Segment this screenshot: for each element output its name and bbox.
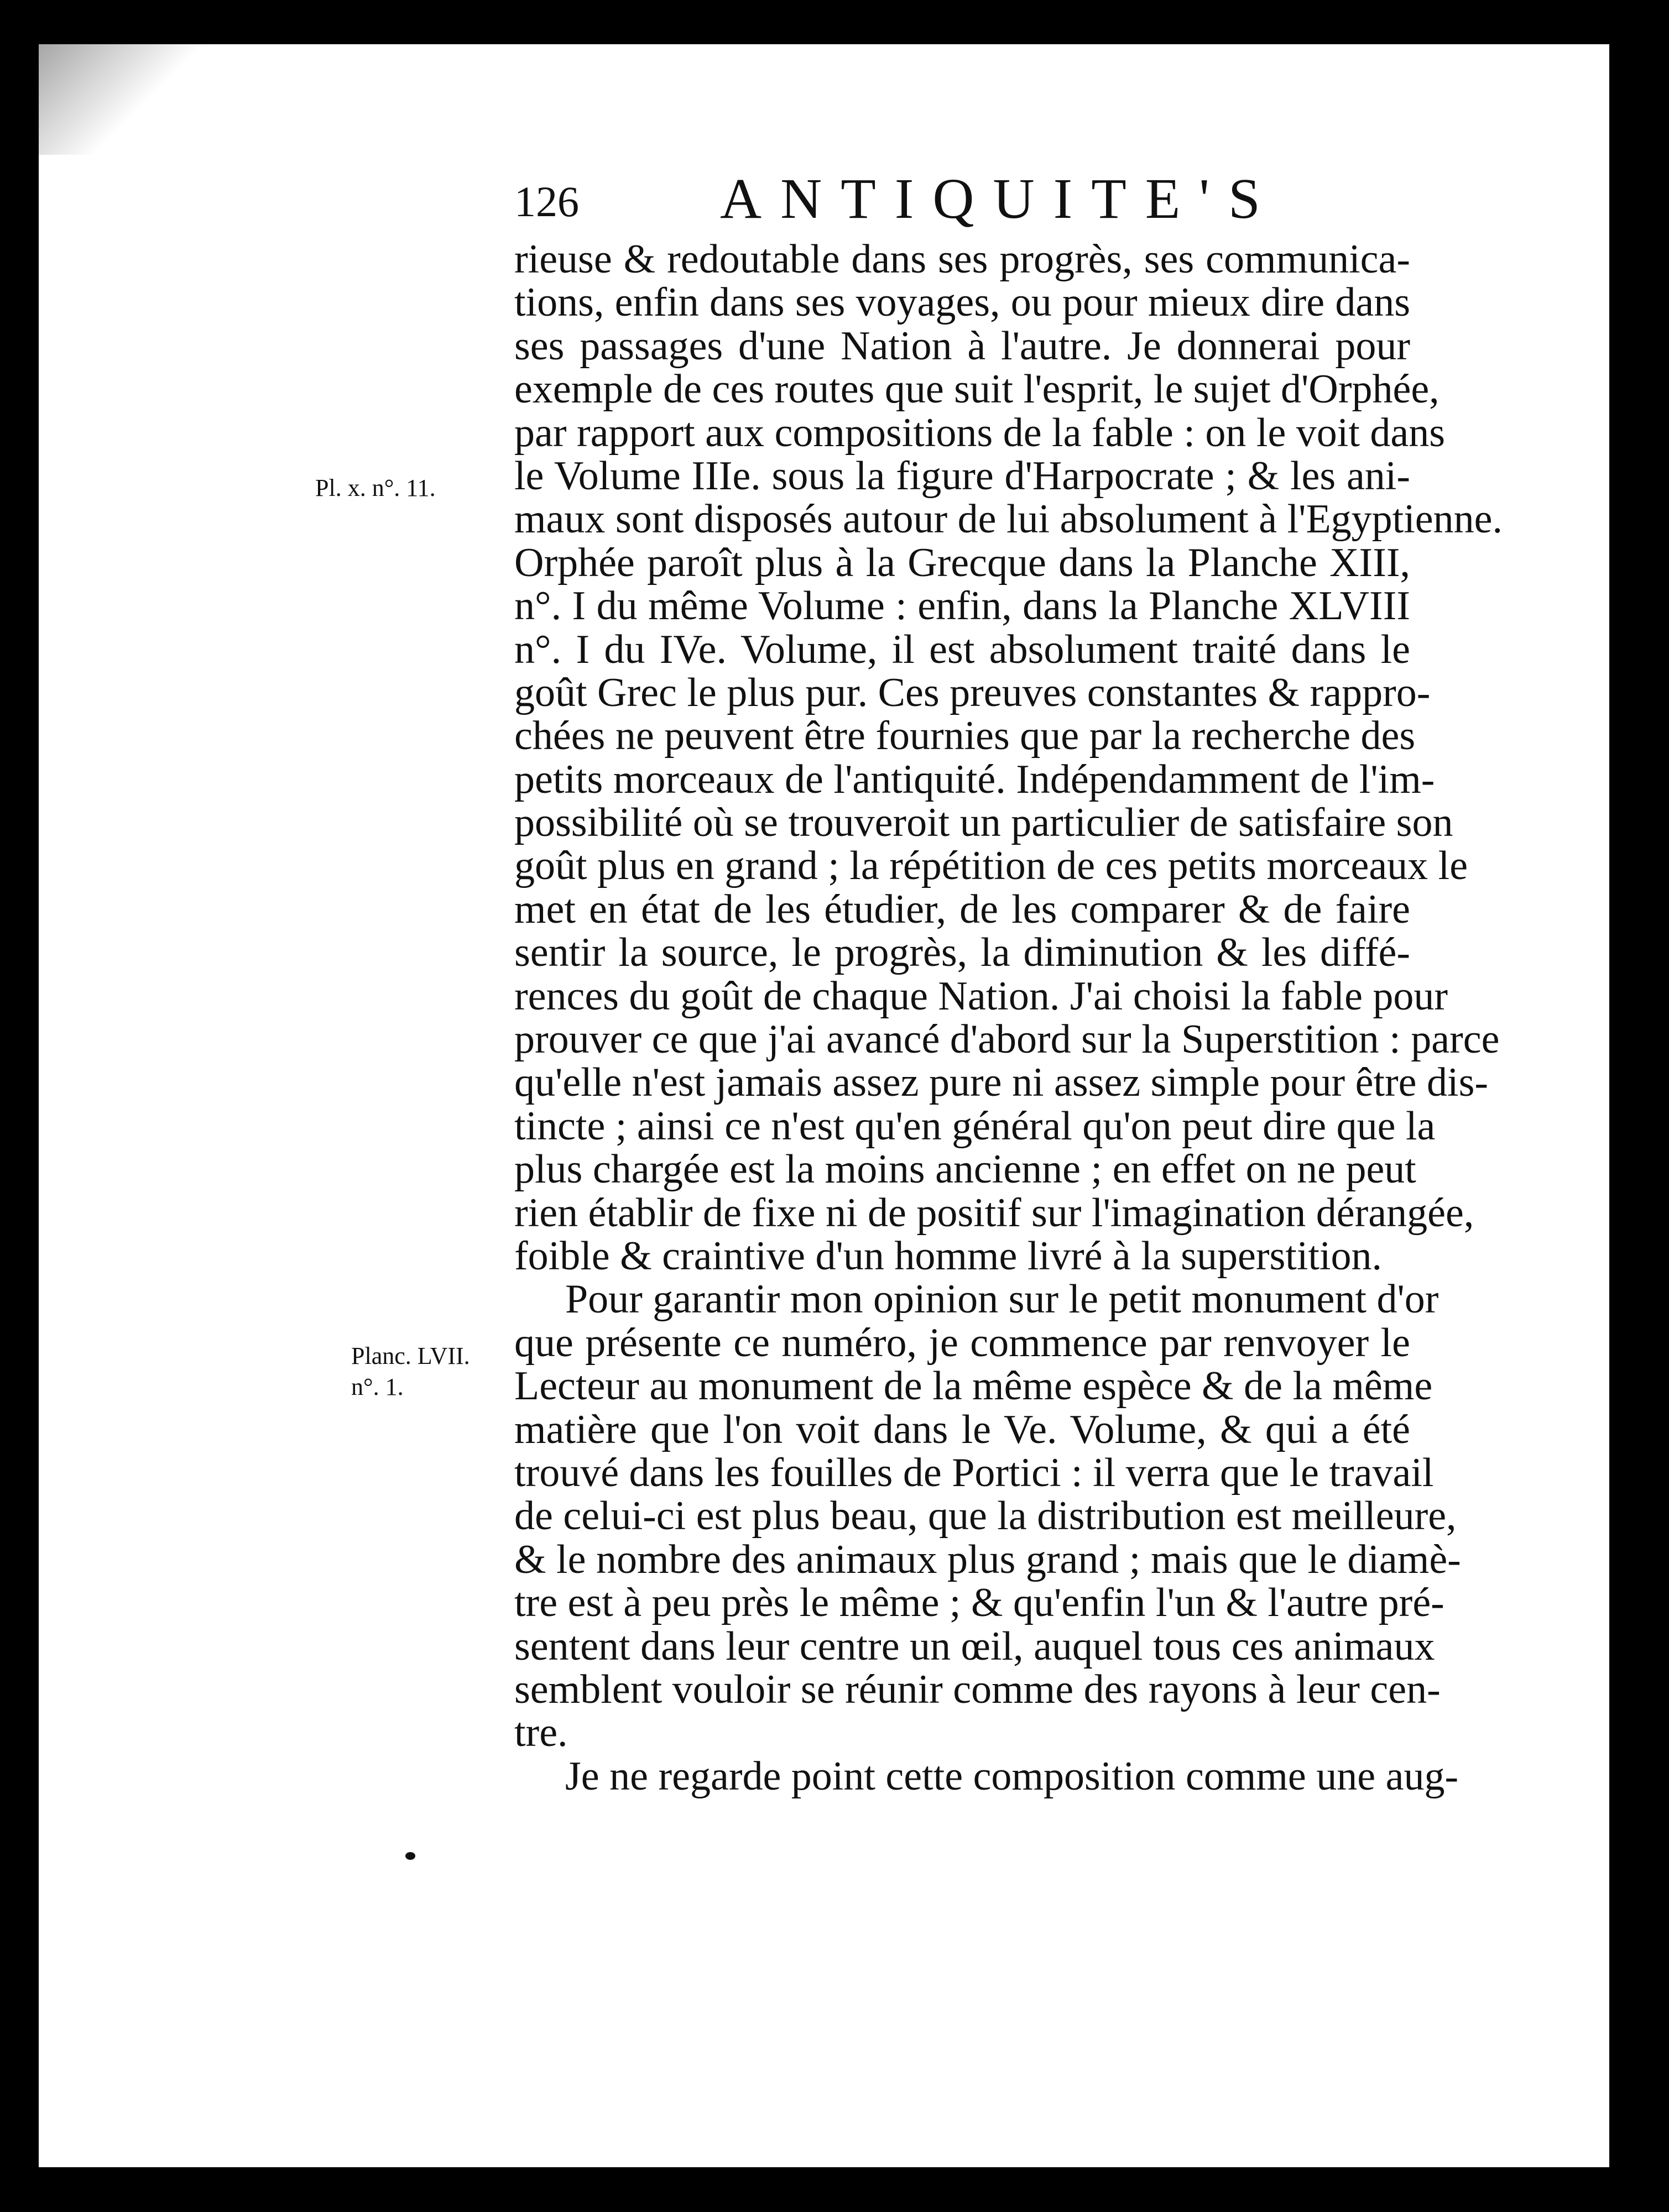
- text-line: qu'elle n'est jamais assez pure ni assez simple pour être dis-: [514, 1060, 1489, 1106]
- text-line: n°. I du IVe. Volume, il est absolument traité dans le: [514, 626, 1410, 672]
- text-line: possibilité où se trouveroit un particulier de satisfaire son: [514, 800, 1453, 846]
- text-line: tincte ; ainsi ce n'est qu'en général qu'on peut dire que la: [514, 1103, 1436, 1149]
- text-line: tre.: [514, 1710, 568, 1756]
- running-head: ANTIQUITE'S: [720, 167, 1279, 231]
- text-line: le Volume IIIe. sous la figure d'Harpocrate ; & les ani-: [514, 453, 1410, 499]
- text-line: prouver ce que j'ai avancé d'abord sur la Superstition : parce: [514, 1017, 1500, 1063]
- text-line: de celui-ci est plus beau, que la distribution est meilleure,: [514, 1493, 1457, 1539]
- text-line: goût plus en grand ; la répétition de ces petits morceaux le: [514, 843, 1468, 889]
- text-line: Orphée paroît plus à la Grecque dans la Planche XIII,: [514, 540, 1410, 585]
- text-line: Pour garantir mon opinion sur le petit monument d'or: [565, 1277, 1439, 1322]
- text-line: trouvé dans les fouilles de Portici : il verra que le travail: [514, 1450, 1434, 1495]
- text-line: Lecteur au monument de la même espèce & de la même: [514, 1363, 1433, 1409]
- text-line: plus chargée est la moins ancienne ; en effet on ne peut: [514, 1147, 1416, 1193]
- text-line: met en état de les étudier, de les comparer & de faire: [514, 886, 1410, 932]
- text-line: ses passages d'une Nation à l'autre. Je donnerai pour: [514, 323, 1410, 369]
- text-line: & le nombre des animaux plus grand ; mais que le diamè-: [514, 1536, 1461, 1582]
- text-line: n°. I du même Volume : enfin, dans la Planche XLVIII: [514, 583, 1410, 629]
- text-line: rien établir de fixe ni de positif sur l'imagination dérangée,: [514, 1190, 1474, 1236]
- margin-note-plate-reference: [315, 473, 436, 504]
- text-line: maux sont disposés autour de lui absolument à l'Egyptienne.: [514, 496, 1503, 542]
- scan-shadow: [39, 44, 205, 155]
- text-line: rieuse & redoutable dans ses progrès, ses communica-: [514, 237, 1410, 282]
- text-line: tre est à peu près le même ; & qu'enfin l'un & l'autre pré-: [514, 1580, 1444, 1626]
- ink-speck: [405, 1852, 415, 1860]
- text-line: petits morceaux de l'antiquité. Indépendamment de l'im-: [514, 756, 1435, 802]
- text-line: goût Grec le plus pur. Ces preuves constantes & rappro-: [514, 670, 1431, 715]
- text-line: par rapport aux compositions de la fable : on le voit dans: [514, 410, 1446, 456]
- margin-note-line: n°. 1.: [351, 1373, 404, 1400]
- text-line: exemple de ces routes que suit l'esprit, le sujet d'Orphée,: [514, 367, 1439, 412]
- text-line: sentir la source, le progrès, la diminution & les diffé-: [514, 930, 1410, 976]
- body-text: [514, 237, 1503, 1799]
- page-header: [514, 166, 1410, 238]
- text-line: rences du goût de chaque Nation. J'ai choisi la fable pour: [514, 973, 1448, 1019]
- text-line: que présente ce numéro, je commence par renvoyer le: [514, 1320, 1410, 1366]
- text-line: chées ne peuvent être fournies que par la recherche des: [514, 713, 1416, 759]
- margin-note-line: Planc. LVII.: [351, 1342, 470, 1369]
- text-line: matière que l'on voit dans le Ve. Volume, & qui a été: [514, 1406, 1410, 1452]
- text-line: tions, enfin dans ses voyages, ou pour mieux dire dans: [514, 280, 1410, 326]
- margin-note-line: Pl. x. n°. 11.: [315, 474, 436, 501]
- text-line: semblent vouloir se réunir comme des rayons à leur cen-: [514, 1666, 1441, 1712]
- text-line: foible & craintive d'un homme livré à la superstition.: [514, 1233, 1382, 1279]
- page-number: 126: [514, 177, 579, 226]
- text-line: sentent dans leur centre un œil, auquel tous ces animaux: [514, 1623, 1435, 1669]
- text-line: Je ne regarde point cette composition comme une aug-: [565, 1753, 1459, 1799]
- margin-note-plate-reference: [351, 1341, 470, 1403]
